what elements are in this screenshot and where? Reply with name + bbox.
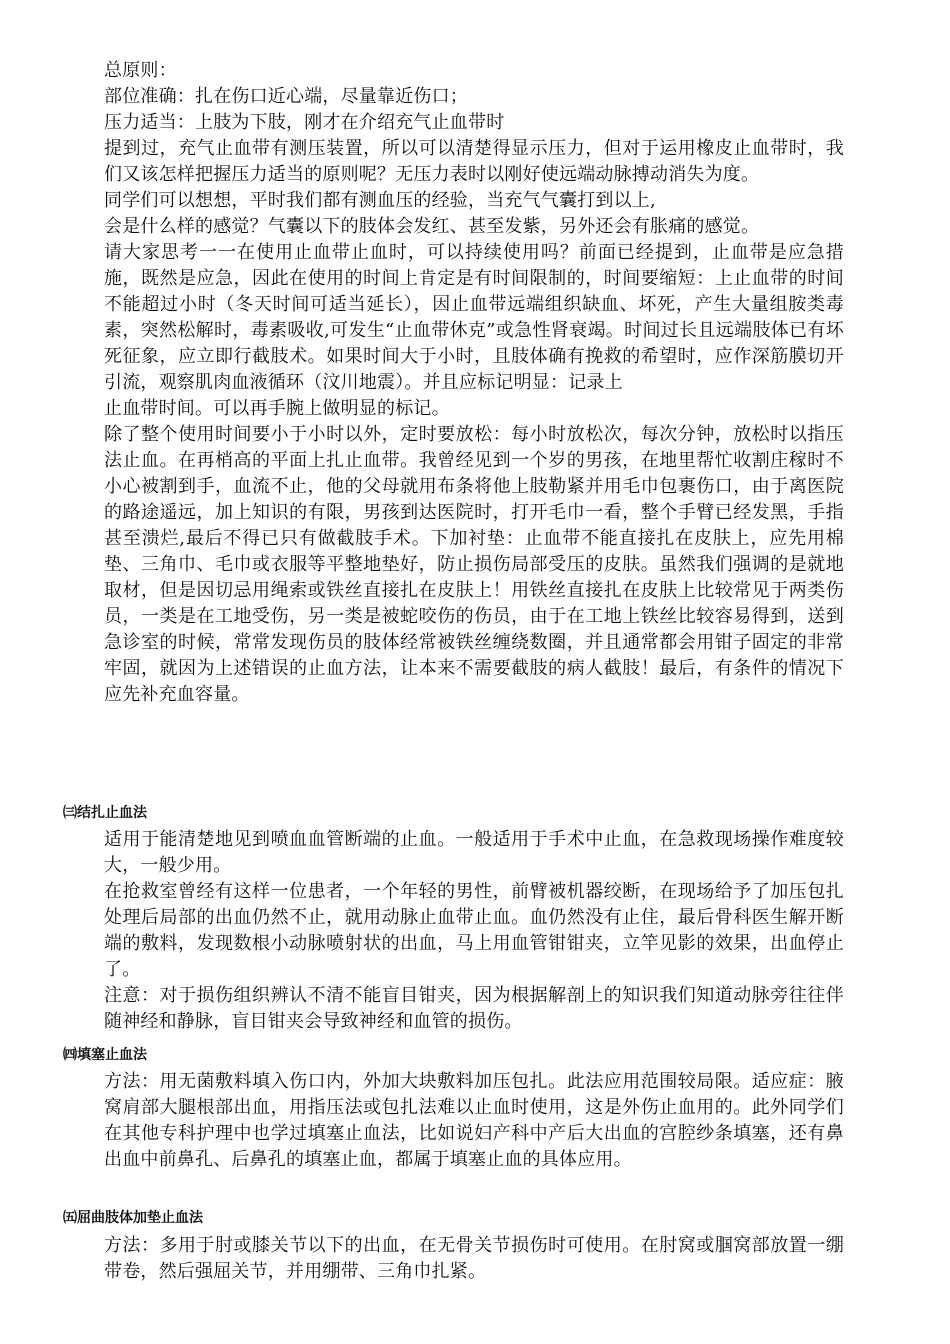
time-marking-note: 止血带时间。可以再手腕上做明显的标记。	[104, 398, 450, 419]
tourniquet-principles-section	[104, 58, 844, 708]
packing-heading: ㈣填塞止血法	[63, 1047, 147, 1063]
packing-method: 方法：用无菌敷料填入伤口内，外加大块敷料加压包扎。此法应用范围较局限。适应症：腋窝肩部大腿根部出血，用指压法或包扎法难以止血时使用，这是外伤止血用的。此外同学们在其他专科护理中也学过填塞止血法，比如说妇产科中产后大出血的宫腔纱条填塞，还有鼻出血中前鼻孔、后鼻孔的填塞止血，都属于填塞止血的具体应用。	[104, 1071, 844, 1170]
ligation-caution: 注意：对于损伤组织辨认不清不能盲目钳夹，因为根据解剖上的知识我们知道动脉旁往往伴随神经和静脉，盲目钳夹会导致神经和血管的损伤。	[104, 985, 844, 1032]
ligation-indication: 适用于能清楚地见到喷血血管断端的止血。一般适用于手术中止血，在急救现场操作难度较大，一般少用。	[104, 829, 844, 876]
cuff-feeling-note: 会是什么样的感觉？气囊以下的肢体会发红、甚至发紫，另外还会有胀痛的感觉。	[104, 216, 760, 237]
flexion-section	[104, 1233, 844, 1285]
ligation-case: 在抢救室曾经有这样一位患者，一个年轻的男性，前臂被机器绞断，在现场给予了加压包扎处理后局部的出血仍然不止，就用动脉止血带止血。血仍然没有止住，最后骨科医生解开断端的敷料，发现数根小动脉喷射状的出血，马上用血管钳钳夹，立竿见影的效果，出血停止了。	[104, 881, 844, 980]
principle-position: 部位准确：扎在伤口近心端，尽量靠近伤口；	[104, 86, 468, 107]
flexion-heading: ㈤屈曲肢体加垫止血法	[63, 1210, 203, 1226]
blood-pressure-note: 同学们可以想想，平时我们都有测血压的经验，当充气气囊打到以上,	[104, 190, 656, 211]
duration-paragraph: 请大家思考一一在使用止血带止血时，可以持续使用吗？前面已经提到，止血带是应急措施，既然是应急，因此在使用的时间上肯定是有时间限制的，时间要缩短：上止血带的时间不能超过小时（冬天时间可适当延长），因止血带远端组织缺血、坏死，产生大量组胺类毒素，突然松解时，毒素吸收,可发生“止血带休克”或急性肾衰竭。时间过长且远端肢体已有坏死征象，应立即行截肢术。如果时间大于小时，且肢体确有挽救的希望时，应作深筋膜切开引流，观察肌肉血液循环（汶川地震）。并且应标记明显：记录上	[104, 242, 844, 393]
release-padding-paragraph: 除了整个使用时间要小于小时以外，定时要放松：每小时放松次，每次分钟，放松时以指压法止血。在再梢高的平面上扎止血带。我曾经见到一个岁的男孩，在地里帮忙收割庄稼时不小心被割到手，血流不止，他的父母就用布条将他上肢勒紧并用毛巾包裹伤口，由于离医院的路途遥远，加上知识的有限，男孩到达医院时，打开毛巾一看，整个手臂已经发黑，手指甚至溃烂,最后不得已只有做截肢手术。下加衬垫：止血带不能直接扎在皮肤上，应先用棉垫、三角巾、毛巾或衣服等平整地垫好，防止损伤局部受压的皮肤。虽然我们强调的是就地取材，但是因切忌用绳索或铁丝直接扎在皮肤上！用铁丝直接扎在皮肤上比较常见于两类伤员，一类是在工地受伤，另一类是被蛇咬伤的伤员，由于在工地上铁丝比较容易得到，送到急诊室的时候，常常发现伤员的肢体经常被铁丝缠绕数圈，并且通常都会用钳子固定的非常牢固，就因为上述错误的止血方法，让本来不需要截肢的病人截肢！最后，有条件的情况下应先补充血容量。	[104, 424, 844, 705]
principle-title: 总原则：	[104, 60, 177, 81]
packing-section	[104, 1069, 844, 1173]
ligation-section	[104, 827, 844, 1035]
pressure-explanation: 提到过，充气止血带有测压装置，所以可以清楚得显示压力，但对于运用橡皮止血带时，我们又该怎样把握压力适当的原则呢？无压力表时以刚好使远端动脉搏动消失为度。	[104, 138, 844, 185]
principle-pressure: 压力适当：上肢为下肢，刚才在介绍充气止血带时	[104, 112, 505, 133]
flexion-method: 方法：多用于肘或膝关节以下的出血，在无骨关节损伤时可使用。在肘窝或腘窝部放置一绷带卷，然后强屈关节，并用绷带、三角巾扎紧。	[104, 1235, 844, 1282]
ligation-heading: ㈢结扎止血法	[63, 805, 147, 821]
